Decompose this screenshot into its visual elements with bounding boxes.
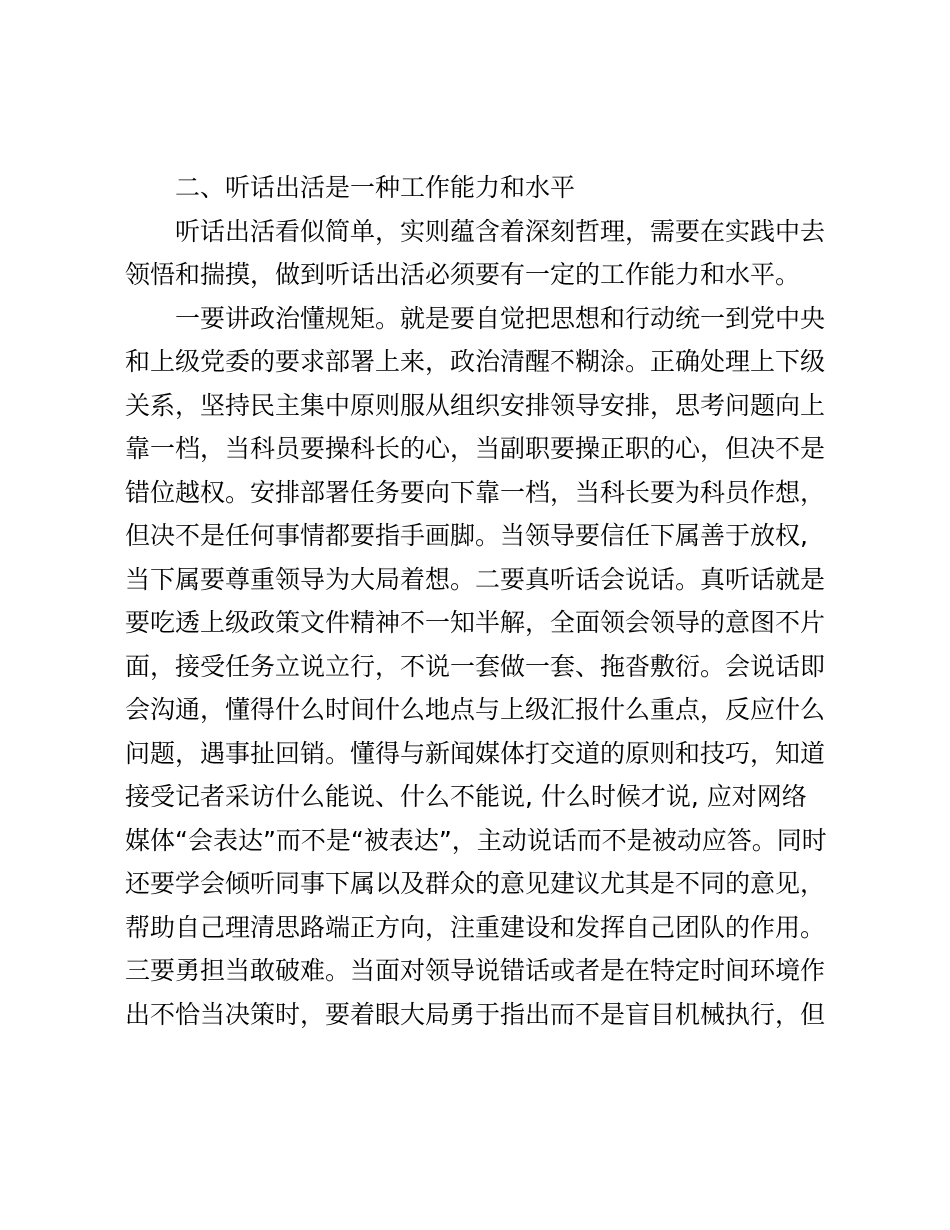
paragraph-line: 领悟和揣摸，做到听话出活必须要有一定的工作能力和水平。 [125, 260, 801, 289]
paragraph-line: 一要讲政治懂规矩。就是要自觉把思想和行动统一到党中央 [175, 304, 826, 333]
paragraph-line: 错位越权。安排部署任务要向下靠一档，当科长要为科员作想， [125, 478, 826, 507]
paragraph-line: 问题，遇事扯回销。懂得与新闻媒体打交道的原则和技巧，知道 [125, 739, 826, 768]
paragraph-line: 当下属要尊重领导为大局着想。二要真听话会说话。真听话就是 [125, 565, 826, 594]
paragraph-line: 帮助自己理清思路端正方向，注重建设和发挥自己团队的作用。 [125, 913, 826, 942]
paragraph-line: 关系，坚持民主集中原则服从组织安排领导安排，思考问题向上 [125, 391, 826, 420]
paragraph-line: 还要学会倾听同事下属以及群众的意见建议尤其是不同的意见， [125, 869, 826, 898]
paragraph-line: 出不恰当决策时，要着眼大局勇于指出而不是盲目机械执行，但 [125, 1000, 826, 1029]
paragraph-line: 三要勇担当敢破难。当面对领导说错话或者是在特定时间环境作 [125, 956, 826, 985]
paragraph-line: 媒体“会表达”而不是“被表达”，主动说话而不是被动应答。同时 [125, 826, 827, 855]
paragraph-line: 会沟通，懂得什么时间什么地点与上级汇报什么重点，反应什么 [125, 695, 826, 724]
paragraph-line: 要吃透上级政策文件精神不一知半解，全面领会领导的意图不片 [125, 608, 826, 637]
paragraph-line: 和上级党委的要求部署上来，政治清醒不糊涂。正确处理上下级 [125, 347, 826, 376]
paragraph-line: 听话出活看似简单，实则蕴含着深刻哲理，需要在实践中去 [175, 217, 826, 246]
section-heading: 二、听话出活是一种工作能力和水平 [175, 173, 576, 202]
paragraph-line: 靠一档，当科员要操科长的心，当副职要操正职的心，但决不是 [125, 434, 826, 463]
paragraph-line: 但决不是任何事情都要指手画脚。当领导要信任下属善于放权, [125, 521, 808, 550]
paragraph-line: 接受记者采访什么能说、什么不能说, 什么时候才说, 应对网络 [125, 782, 807, 811]
paragraph-line: 面，接受任务立说立行，不说一套做一套、拖沓敷衍。会说话即 [125, 652, 826, 681]
